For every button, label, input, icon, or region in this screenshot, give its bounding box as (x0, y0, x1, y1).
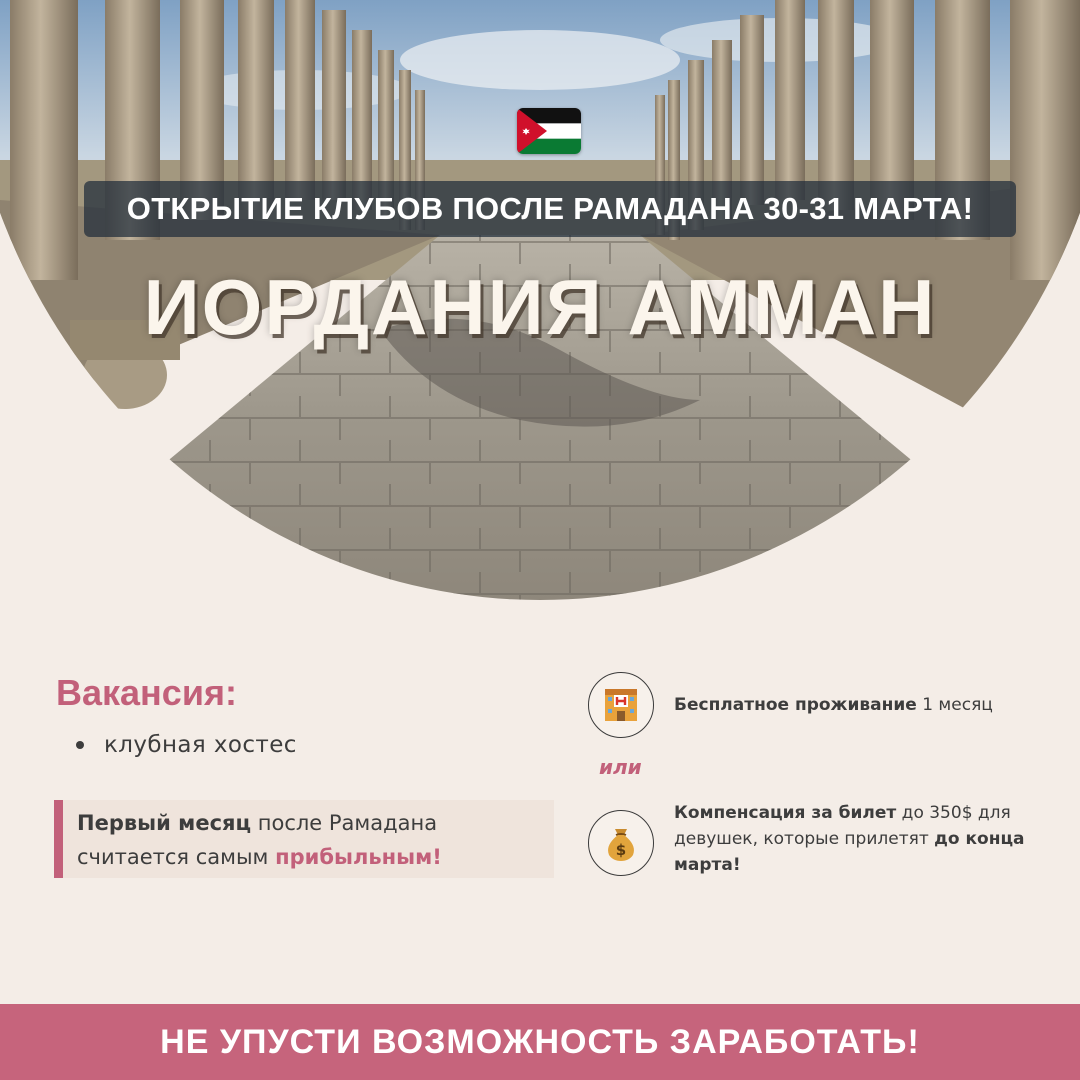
benefit-housing-text: 1 месяц (916, 695, 993, 715)
page-title: ИОРДАНИЯ АММАН (143, 263, 937, 351)
benefit-housing-bold: Бесплатное проживание (674, 695, 917, 715)
money-bag-icon (588, 810, 654, 876)
note-text: после Рамадана считается самым (77, 811, 438, 869)
benefit-ticket-bold-end: до конца марта! (674, 829, 1025, 875)
vacancy-item-label: клубная хостес (104, 732, 297, 758)
benefit-ticket-text: до 350$ для девушек, которые прилетят (674, 803, 1011, 849)
profit-note (54, 800, 554, 878)
opening-banner (84, 181, 1016, 237)
note-bold: Первый месяц (77, 811, 252, 835)
svg-text:$: $ (615, 841, 627, 859)
or-label: или (599, 755, 642, 779)
benefit-ticket (674, 800, 1034, 878)
bullet-icon (76, 741, 84, 749)
vacancy-list (76, 732, 297, 758)
footer-text: НЕ УПУСТИ ВОЗМОЖНОСТЬ ЗАРАБОТАТЬ! (160, 1022, 920, 1061)
vacancy-heading: Вакансия: (56, 672, 237, 713)
jordan-flag-icon (517, 108, 581, 154)
note-accent: прибыльным! (275, 845, 442, 869)
hotel-icon (588, 672, 654, 738)
benefit-ticket-bold: Компенсация за билет (674, 803, 897, 823)
opening-banner-text: ОТКРЫТИЕ КЛУБОВ ПОСЛЕ РАМАДАНА 30-31 МАРТА! (126, 191, 974, 226)
list-item (76, 732, 297, 758)
benefit-housing (674, 692, 1034, 718)
footer-banner (0, 1004, 1080, 1080)
